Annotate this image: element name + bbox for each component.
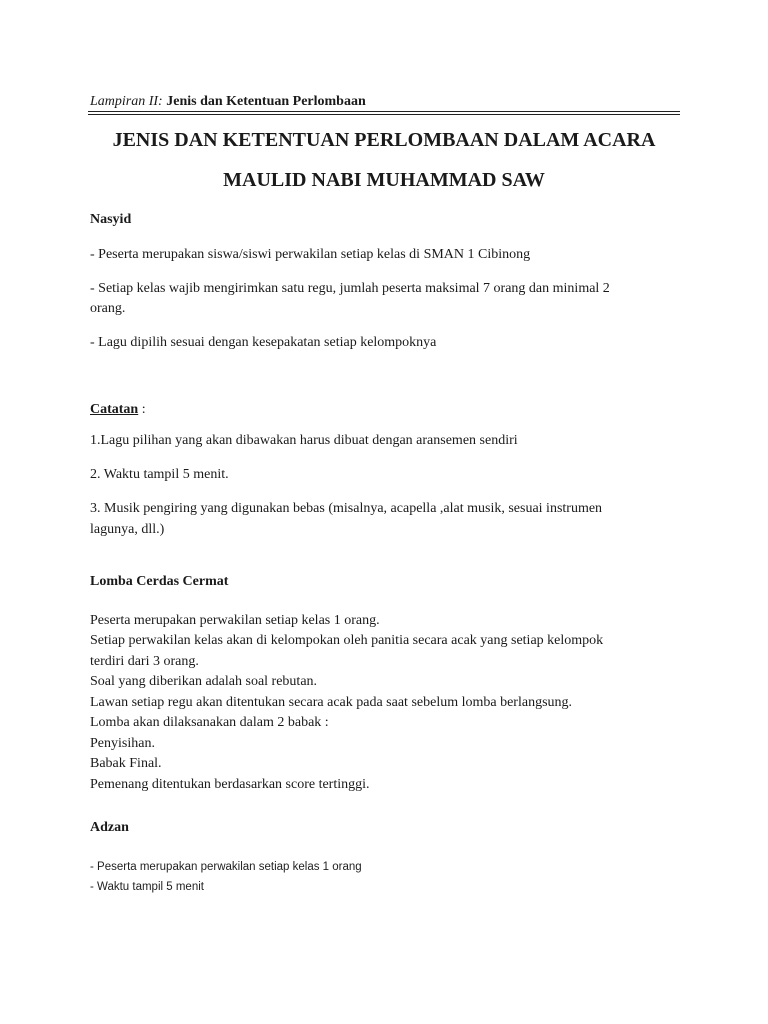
text-line: Peserta merupakan perwakilan setiap kelas 1 orang. bbox=[90, 613, 380, 628]
text-line: Pemenang ditentukan berdasarkan score tertinggi. bbox=[90, 777, 370, 792]
list-item: 3. Musik pengiring yang digunakan bebas (misalnya, acapella ,alat musik, sesuai instrumen bbox=[90, 501, 603, 516]
list-item: - Lagu dipilih sesuai dengan kesepakatan setiap kelompoknya bbox=[90, 335, 437, 350]
document-title-line1: JENIS DAN KETENTUAN PERLOMBAAN DALAM ACARA bbox=[112, 129, 656, 151]
header-divider bbox=[88, 111, 680, 115]
section-heading-nasyid: Nasyid bbox=[90, 212, 132, 227]
text-line: Penyisihan. bbox=[90, 736, 155, 751]
list-item: - Peserta merupakan perwakilan setiap kelas 1 orang bbox=[90, 861, 362, 873]
list-item: 1.Lagu pilihan yang akan dibawakan harus dibuat dengan aransemen sendiri bbox=[90, 433, 518, 448]
text-line: Setiap perwakilan kelas akan di kelompokan oleh panitia secara acak yang setiap kelompok bbox=[90, 633, 604, 648]
text-line: Soal yang diberikan adalah soal rebutan. bbox=[90, 674, 318, 689]
list-item: 2. Waktu tampil 5 menit. bbox=[90, 467, 229, 482]
header-label-italic: Lampiran II: bbox=[90, 94, 163, 109]
text-line: Babak Final. bbox=[90, 756, 162, 771]
section-heading-catatan bbox=[90, 401, 146, 419]
list-item: orang. bbox=[90, 301, 126, 316]
text-line: terdiri dari 3 orang. bbox=[90, 654, 199, 669]
header-label-bold: Jenis dan Ketentuan Perlombaan bbox=[166, 94, 366, 109]
list-item: - Waktu tampil 5 menit bbox=[90, 881, 204, 893]
section-heading-adzan: Adzan bbox=[90, 820, 129, 835]
catatan-colon: : bbox=[138, 402, 146, 417]
document-title-line2: MAULID NABI MUHAMMAD SAW bbox=[223, 169, 545, 191]
section-heading-cerdas-cermat: Lomba Cerdas Cermat bbox=[90, 574, 229, 589]
text-line: Lawan setiap regu akan ditentukan secara acak pada saat sebelum lomba berlangsung. bbox=[90, 695, 573, 710]
page-header bbox=[90, 93, 366, 111]
list-item: lagunya, dll.) bbox=[90, 522, 165, 537]
text-line: Lomba akan dilaksanakan dalam 2 babak : bbox=[90, 715, 329, 730]
list-item: - Setiap kelas wajib mengirimkan satu regu, jumlah peserta maksimal 7 orang dan minimal 2 bbox=[90, 281, 610, 296]
catatan-label: Catatan bbox=[90, 402, 139, 417]
list-item: - Peserta merupakan siswa/siswi perwakilan setiap kelas di SMAN 1 Cibinong bbox=[90, 247, 531, 262]
